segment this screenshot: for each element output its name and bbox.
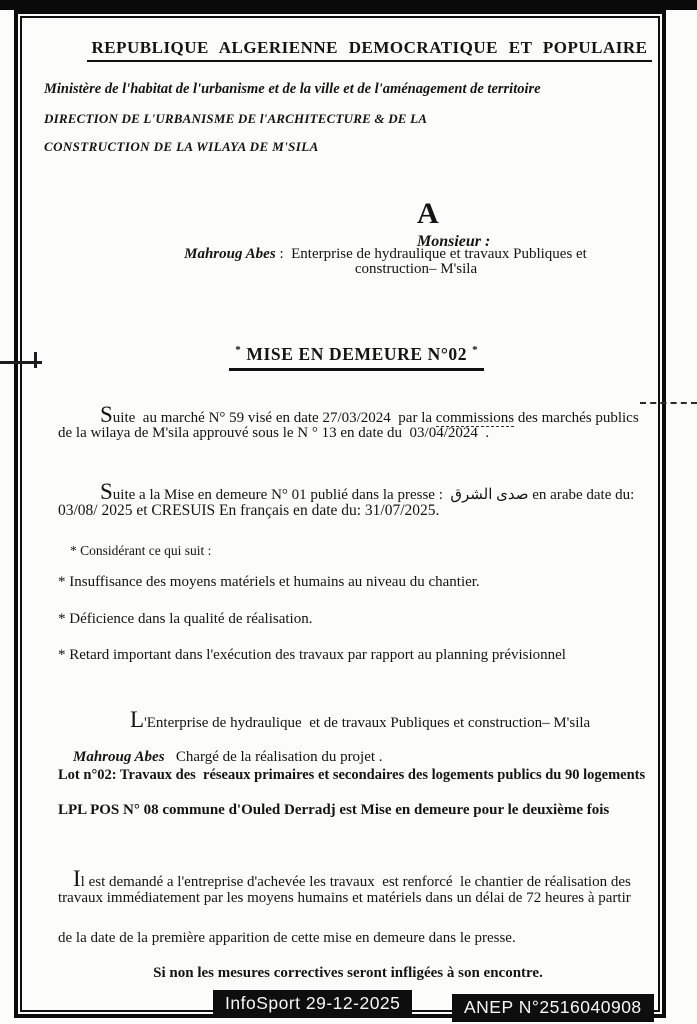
paragraph2-line2: 03/08/ 2025 et CRESUIS En français en date du: 31/07/2025.	[58, 502, 440, 519]
scan-artifact-right	[640, 402, 697, 404]
bullet-retard: * Retard important dans l'exécution des travaux par rapport au planning prévisionnel	[58, 647, 566, 663]
footer-anep-badge: ANEP N°2516040908	[452, 994, 654, 1022]
addressee-monsieur: Monsieur :	[417, 233, 491, 251]
paragraph1-line1-b: des marchés publics	[514, 409, 639, 426]
addressee-enterprise: Enterprise de hydraulique et travaux Publiques et	[291, 245, 587, 262]
footer-publisher-badge: InfoSport 29-12-2025	[213, 990, 412, 1018]
paragraph3-line2-text: Chargé de la réalisation du projet .	[164, 748, 383, 765]
addressee-separator: :	[275, 245, 292, 262]
paragraph2-initial: S	[100, 478, 113, 504]
considering-line: * Considérant ce qui suit :	[70, 543, 212, 558]
addressee-a: A	[417, 196, 439, 230]
paragraph3-initial: L	[130, 706, 145, 732]
bullet-deficience: * Déficience dans la qualité de réalisation.	[58, 611, 313, 627]
paragraph4-initial: I	[73, 865, 81, 891]
lot-line-1: Lot n°02: Travaux des réseaux primaires et secondaires des logements publics du 90 logements	[58, 767, 646, 783]
paragraph1-line1-marked-word: commissions	[435, 409, 515, 426]
paragraph1-line1-a: uite au marché N° 59 visé en date 27/03/2024 par la	[112, 409, 436, 426]
title-star-right: *	[472, 343, 479, 356]
republic-title	[28, 16, 668, 80]
paragraph4-line3: de la date de la première apparition de cette mise en demeure dans le presse.	[58, 930, 516, 946]
ministry-line: Ministère de l'habitat de l'urbanisme et de la ville et de l'aménagement de territoire	[44, 81, 541, 97]
paragraph2-line1-text: uite a la Mise en demeure N° 01 publié dans la presse : صدى الشرق en arabe date du:	[112, 486, 635, 503]
paragraph1-line2: de la wilaya de M'sila approuvé sous le N ° 13 en date du 03/04/2024 .	[58, 425, 490, 441]
paragraph1-initial: S	[100, 401, 113, 427]
document-title-text: MISE EN DEMEURE N°02	[241, 343, 473, 364]
addressee-line-2: construction– M'sila	[354, 261, 478, 277]
addressee-name: Mahroug Abes	[184, 245, 276, 262]
direction-line-2: CONSTRUCTION DE LA WILAYA DE M'SILA	[44, 139, 319, 154]
scan-edge-strip	[0, 0, 697, 10]
direction-line-1: DIRECTION DE L'URBANISME DE l'ARCHITECTURE & DE LA	[44, 111, 428, 126]
document-title-underlined	[229, 344, 484, 371]
paragraph3-line1-text: 'Enterprise de hydraulique et de travaux Publiques et construction– M'sila	[144, 714, 591, 731]
paragraph4-line2: travaux immédiatement par les moyens humains et matériels dans un délai de 72 heures à partir	[58, 890, 631, 906]
title-star-left: *	[235, 343, 242, 356]
bullet-insuffisance: * Insuffisance des moyens matériels et humains au niveau du chantier.	[58, 574, 480, 590]
final-notice: Si non les mesures correctives seront infligées à son encontre.	[153, 965, 543, 981]
document-title	[28, 322, 668, 388]
lot-line-2: LPL POS N° 08 commune d'Ouled Derradj est Mise en demeure pour le deuxième fois	[58, 802, 610, 818]
paragraph4-line1-text: l est demandé a l'entreprise d'achevée les travaux est renforcé le chantier de réalisation des	[80, 873, 631, 890]
contractor-name: Mahroug Abes	[73, 748, 165, 765]
republic-title-text: REPUBLIQUE ALGERIENNE DEMOCRATIQUE ET POPULAIRE	[87, 38, 651, 62]
